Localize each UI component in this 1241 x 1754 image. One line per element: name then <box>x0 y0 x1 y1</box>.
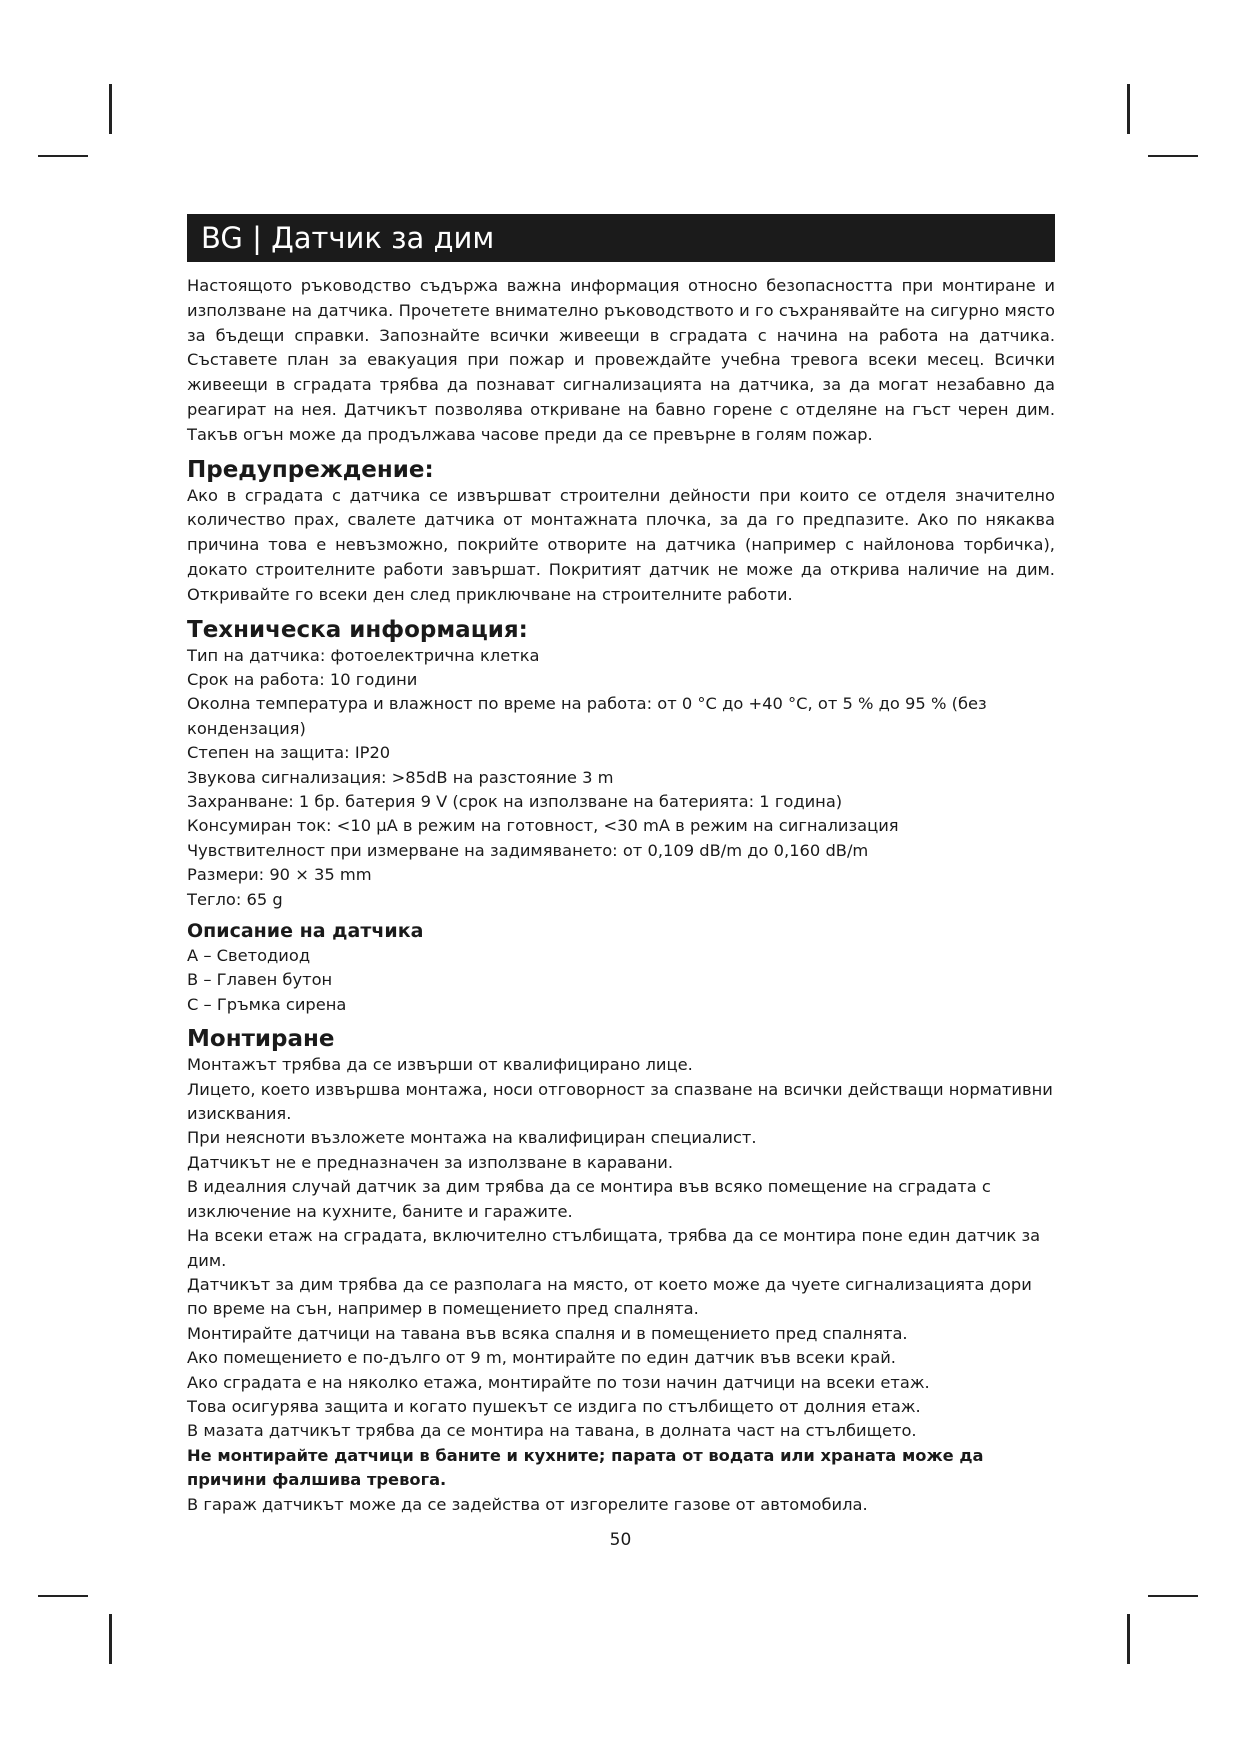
mounting-line: В гараж датчикът може да се задейства от изгорелите газове от автомобила. <box>187 1494 868 1514</box>
page-title: BG | Датчик за дим <box>187 214 1055 262</box>
description-item: C – Гръмка сирена <box>187 994 347 1014</box>
mounting-line: Монтажът трябва да се извърши от квалифицирано лице. <box>187 1055 693 1075</box>
tech-line: Срок на работа: 10 години <box>187 669 418 689</box>
tech-line: Размери: 90 × 35 mm <box>187 865 372 885</box>
crop-mark <box>109 1614 112 1664</box>
mounting-line: Лицето, което извършва монтажа, носи отговорност за спазване на всички действащи нормативни изисквания. <box>187 1079 1053 1124</box>
mounting-list <box>187 1053 1055 1517</box>
description-item: A – Светодиод <box>187 946 311 966</box>
tech-line: Околна температура и влажност по време на работа: от 0 °C до +40 °C, от 5 % до 95 % (без кондензация) <box>187 694 987 738</box>
warning-heading: Предупреждение: <box>187 456 434 483</box>
tech-line: Тегло: 65 g <box>187 889 283 909</box>
crop-mark <box>38 1595 88 1597</box>
tech-heading: Техническа информация: <box>187 616 528 643</box>
crop-mark <box>1127 1614 1130 1664</box>
page-content <box>187 214 1055 1517</box>
crop-mark <box>1148 1595 1198 1597</box>
description-item: B – Главен бутон <box>187 970 333 990</box>
description-heading: Описание на датчика <box>187 920 424 943</box>
tech-line: Степен на защита: IP20 <box>187 743 391 763</box>
mounting-line: Ако сградата е на няколко етажа, монтирайте по този начин датчици на всеки етаж. <box>187 1372 930 1392</box>
page-number: 50 <box>609 1530 632 1550</box>
mounting-line: Датчикът не е предназначен за използване в каравани. <box>187 1152 674 1172</box>
mounting-line: Това осигурява защита и когато пушекът се издига по стълбището от долния етаж. <box>187 1396 921 1416</box>
tech-list <box>187 644 1055 912</box>
tech-line: Захранване: 1 бр. батерия 9 V (срок на използване на батерията: 1 година) <box>187 792 843 811</box>
intro-paragraph: Настоящото ръководство съдържа важна информация относно безопасността при монтиране и използване на датчика. Прочетете внимателно ръководството и го съхранявайте на сигурно място за бъдещи справки. Запознайте всички живеещи в сградата с начина на работа на датчика. Съставете план за евакуация при пожар и провеждайте учебна тревога всеки месец. Всички живеещи в сградата трябва да познават сигнализацията на датчика, за да могат незабавно да реагират на нея. Датчикът позволява откриване на бавно горене с отделяне на гъст черен дим. Такъв огън може да продължава часове преди да се превърне в голям пожар. <box>187 276 1055 444</box>
mounting-line: Ако помещението е по-дълго от 9 m, монтирайте по един датчик във всеки край. <box>187 1348 896 1368</box>
mounting-warning: Не монтирайте датчици в баните и кухните; парата от водата или храната може да причини фалшива тревога. <box>187 1445 984 1490</box>
mounting-line: При неясноти възложете монтажа на квалифициран специалист. <box>187 1128 757 1148</box>
mounting-line: В идеалния случай датчик за дим трябва да се монтира във всяко помещение на сградата с изключение на кухните, баните и гаражите. <box>187 1177 991 1221</box>
tech-line: Консумиран ток: <10 μA в режим на готовност, <30 mA в режим на сигнализация <box>187 816 899 836</box>
crop-mark <box>1127 84 1130 134</box>
mounting-line: На всеки етаж на сградата, включително стълбищата, трябва да се монтира поне един датчик за дим. <box>187 1226 1041 1270</box>
tech-line: Тип на датчика: фотоелектрична клетка <box>187 645 540 665</box>
crop-mark <box>1148 155 1198 157</box>
mounting-line: Монтирайте датчици на тавана във всяка спалня и в помещението пред спалнята. <box>187 1323 908 1343</box>
crop-mark <box>38 155 88 157</box>
mounting-line: Датчикът за дим трябва да се разполага на място, от което може да чуете сигнализацията дори по време на сън, например в помещението пред спалнята. <box>187 1274 1032 1319</box>
mounting-line: В мазата датчикът трябва да се монтира на тавана, в долната част на стълбището. <box>187 1421 917 1441</box>
crop-mark <box>109 84 112 134</box>
tech-line: Звукова сигнализация: >85dB на разстояние 3 m <box>187 767 614 787</box>
mounting-heading: Монтиране <box>187 1026 335 1053</box>
warning-paragraph: Ако в сградата с датчика се извършват строителни дейности при които се отделя значително количество прах, свалете датчика от монтажната плочка, за да го предпазите. Ако по някаква причина това е невъзможно, покрийте отворите на датчика (например с найлонова торбичка), докато строителните работи завършат. Покритият датчик не може да открива наличие на дим. Откривайте го всеки ден след приключване на строителните работи. <box>187 485 1055 604</box>
tech-line: Чувствителност при измерване на задимяването: от 0,109 dB/m до 0,160 dB/m <box>187 840 869 860</box>
description-list <box>187 944 1055 1017</box>
